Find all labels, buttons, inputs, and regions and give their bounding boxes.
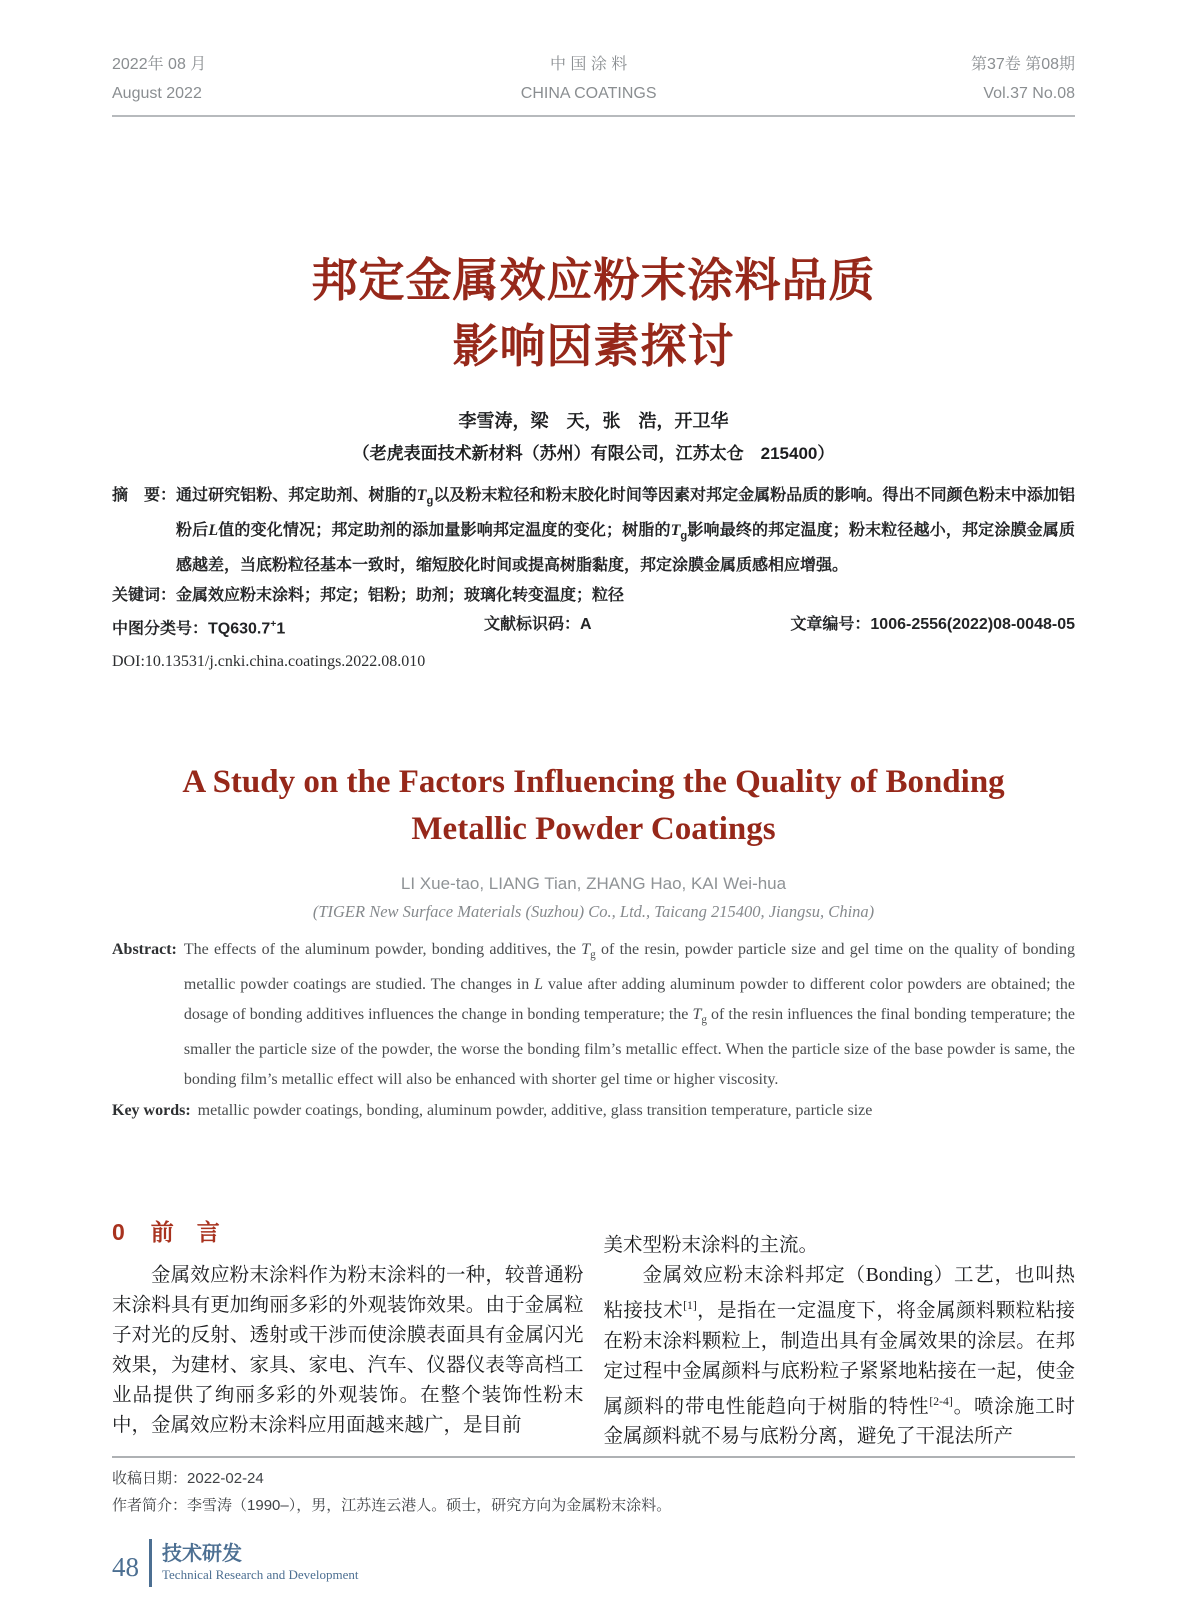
received-date bbox=[112, 1465, 1075, 1492]
citation-ref-1: [1] bbox=[683, 1299, 697, 1313]
tg-subscript: g bbox=[680, 530, 688, 543]
footer-section-en: Technical Research and Development bbox=[162, 1567, 359, 1583]
article-title-en-line2: Metallic Powder Coatings bbox=[411, 810, 776, 847]
clc-label: 中图分类号： bbox=[112, 620, 209, 638]
keywords-en-text: metallic powder coatings, bonding, aluminum powder, additive, glass transition temperature, particle size bbox=[197, 1102, 873, 1120]
document-code-value: A bbox=[580, 616, 592, 634]
authors-cn: 李雪涛，梁 天，张 浩，开卫华 bbox=[458, 411, 729, 431]
header-date-en: August 2022 bbox=[112, 85, 202, 102]
author-bio-value: 李雪涛（1990–），男，江苏连云港人。硕士，研究方向为金属粉末涂料。 bbox=[187, 1497, 672, 1515]
header-issue-cn: 第37卷 第08期 bbox=[970, 56, 1075, 73]
clc-number bbox=[112, 611, 285, 643]
abstract-en-seg3: value after adding aluminum powder to different color powders are obtained; the dosage of bonding additives influences the change in bonding temperature; the bbox=[183, 975, 1075, 1023]
keywords-cn bbox=[0, 582, 1187, 610]
abstract-en-text bbox=[184, 935, 1075, 1095]
header-date-cn: 2022年 08 月 bbox=[112, 56, 207, 73]
body-columns bbox=[0, 1217, 1187, 1452]
abstract-cn-seg2: 以及粉末粒径和粉末胶化时间等因素对邦定金属粉品质的影响。得出不同颜色粉末中添加铝粉后 bbox=[176, 487, 1075, 540]
abstract-cn-seg3: 值的变化情况；邦定助剂的添加量影响邦定温度的变化；树脂的 bbox=[218, 522, 671, 540]
body-column-left bbox=[112, 1217, 584, 1452]
header-journal-cn: 中 国 涂 料 bbox=[549, 56, 628, 73]
abstract-cn-text bbox=[176, 481, 1075, 581]
affiliation-cn: （老虎表面技术新材料（苏州）有限公司，江苏太仓 215400） bbox=[352, 444, 835, 463]
l-symbol: L bbox=[208, 522, 219, 540]
footnotes bbox=[0, 1465, 1187, 1519]
received-date-label: 收稿日期： bbox=[112, 1470, 188, 1488]
abstract-en-label: Abstract: bbox=[112, 940, 177, 958]
footnote-rule bbox=[112, 1456, 1075, 1458]
header-journal-en: CHINA COATINGS bbox=[520, 85, 657, 102]
tg-subscript: g bbox=[590, 948, 596, 961]
author-bio bbox=[112, 1492, 1075, 1519]
article-id bbox=[790, 611, 1075, 643]
intro-paragraph-2-seg2: ，是指在一定温度下，将金属颜料颗粒粘接在粉末涂料颗粒上，制造出具有金属效果的涂层。在邦定过程中金属颜料与底粉粒子紧紧地粘接在一起，使金属颜料的带电性能趋向于树脂的特性 bbox=[603, 1300, 1075, 1418]
intro-paragraph-2-seg3: 。喷涂施工时金属颜料就不易与底粉分离，避免了干混法所产 bbox=[603, 1396, 1075, 1448]
document-code-label: 文献标识码： bbox=[484, 616, 581, 634]
received-date-value: 2022-02-24 bbox=[187, 1470, 264, 1488]
keywords-cn-label: 关键词： bbox=[112, 587, 177, 605]
footer-divider-bar bbox=[149, 1539, 152, 1587]
header-journal bbox=[521, 50, 657, 108]
tg-symbol: T bbox=[692, 1005, 702, 1023]
doi: DOI:10.13531/j.cnki.china.coatings.2022.08.010 bbox=[112, 652, 426, 670]
page-number: 48 bbox=[112, 1552, 139, 1583]
keywords-cn-text: 金属效应粉末涂料；邦定；铝粉；助剂；玻璃化转变温度；粒径 bbox=[176, 587, 625, 605]
header-rule bbox=[112, 115, 1075, 117]
tg-symbol: T bbox=[416, 487, 427, 504]
intro-paragraph-2 bbox=[604, 1261, 1076, 1452]
article-title-en bbox=[0, 759, 1187, 853]
tg-subscript: g bbox=[701, 1014, 707, 1027]
article-title-cn-line2: 影响因素探讨 bbox=[452, 320, 735, 372]
body-column-right bbox=[604, 1217, 1076, 1452]
meta-row bbox=[0, 611, 1187, 643]
article-id-value: 1006-2556(2022)08-0048-05 bbox=[870, 616, 1075, 634]
intro-paragraph-1-continued: 美术型粉末涂料的主流。 bbox=[603, 1235, 819, 1257]
header-issue bbox=[971, 50, 1075, 108]
abstract-cn-seg4: 影响最终的邦定温度；粉末粒径越小，邦定涂膜金属质感越差，当底粉粒径基本一致时，缩短胶化时间或提高树脂黏度，邦定涂膜金属质感相应增强。 bbox=[176, 522, 1075, 575]
section-title: 前 言 bbox=[150, 1219, 220, 1246]
abstract-cn-seg1: 通过研究铝粉、邦定助剂、树脂的 bbox=[176, 487, 417, 504]
header-issue-en: Vol.37 No.08 bbox=[983, 85, 1075, 102]
abstract-cn bbox=[0, 481, 1187, 581]
page-header bbox=[0, 0, 1187, 108]
keywords-en bbox=[0, 1097, 1187, 1125]
citation-ref-2: [2-4] bbox=[929, 1394, 953, 1408]
abstract-en bbox=[0, 935, 1187, 1095]
article-title-cn bbox=[0, 247, 1187, 379]
tg-subscript: g bbox=[426, 495, 434, 508]
abstract-en-seg2: of the resin, powder particle size and gel time on the quality of bonding metallic powder coatings are studied. The changes in bbox=[183, 940, 1075, 993]
footer-section-cn: 技术研发 bbox=[162, 1543, 242, 1566]
article-id-label: 文章编号： bbox=[790, 616, 871, 634]
tg-symbol: T bbox=[670, 522, 681, 540]
header-date bbox=[112, 50, 206, 108]
l-symbol: L bbox=[534, 975, 544, 993]
abstract-cn-label: 摘 要： bbox=[112, 487, 177, 504]
affiliation-en: (TIGER New Surface Materials (Suzhou) Co., Ltd., Taicang 215400, Jiangsu, China) bbox=[312, 901, 875, 921]
section-number: 0 bbox=[112, 1219, 125, 1246]
tg-symbol: T bbox=[581, 940, 591, 958]
clc-value: TQ630.7 bbox=[208, 620, 271, 638]
abstract-en-seg4: of the resin influences the final bonding temperature; the smaller the particle size of the powder, the worse the bonding film’s metallic effect. When the particle size of the base powder is same, the bonding film’s metallic effect will also be enhanced with shorter gel time or higher viscosity. bbox=[183, 1005, 1075, 1089]
abstract-en-seg1: The effects of the aluminum powder, bonding additives, the bbox=[183, 940, 582, 958]
intro-paragraph-2-seg1: 金属效应粉末涂料邦定（Bonding）工艺，也叫热粘接技术 bbox=[603, 1265, 1075, 1322]
document-code bbox=[484, 611, 592, 643]
keywords-en-label: Key words: bbox=[112, 1102, 191, 1120]
author-bio-label: 作者简介： bbox=[112, 1497, 188, 1515]
page-footer bbox=[0, 1539, 1187, 1587]
article-title-cn-line1: 邦定金属效应粉末涂料品质 bbox=[311, 254, 876, 306]
intro-paragraph-1: 金属效应粉末涂料作为粉末涂料的一种，较普通粉末涂料具有更加绚丽多彩的外观装饰效果。由于金属粒子对光的反射、透射或干涉而使涂膜表面具有金属闪光效果，为建材、家具、家电、汽车、仪器仪表等高档工业品提供了绚丽多彩的外观装饰。在整个装饰性粉末中，金属效应粉末涂料应用面越来越广，是目前 bbox=[112, 1265, 584, 1437]
section-heading bbox=[112, 1217, 584, 1247]
authors-en: LI Xue-tao, LIANG Tian, ZHANG Hao, KAI Wei-hua bbox=[400, 873, 787, 893]
article-title-en-line1: A Study on the Factors Influencing the Quality of Bonding bbox=[182, 763, 1005, 800]
clc-tail: 1 bbox=[276, 620, 286, 638]
clc-superscript: + bbox=[270, 619, 277, 631]
footer-section bbox=[162, 1542, 359, 1584]
